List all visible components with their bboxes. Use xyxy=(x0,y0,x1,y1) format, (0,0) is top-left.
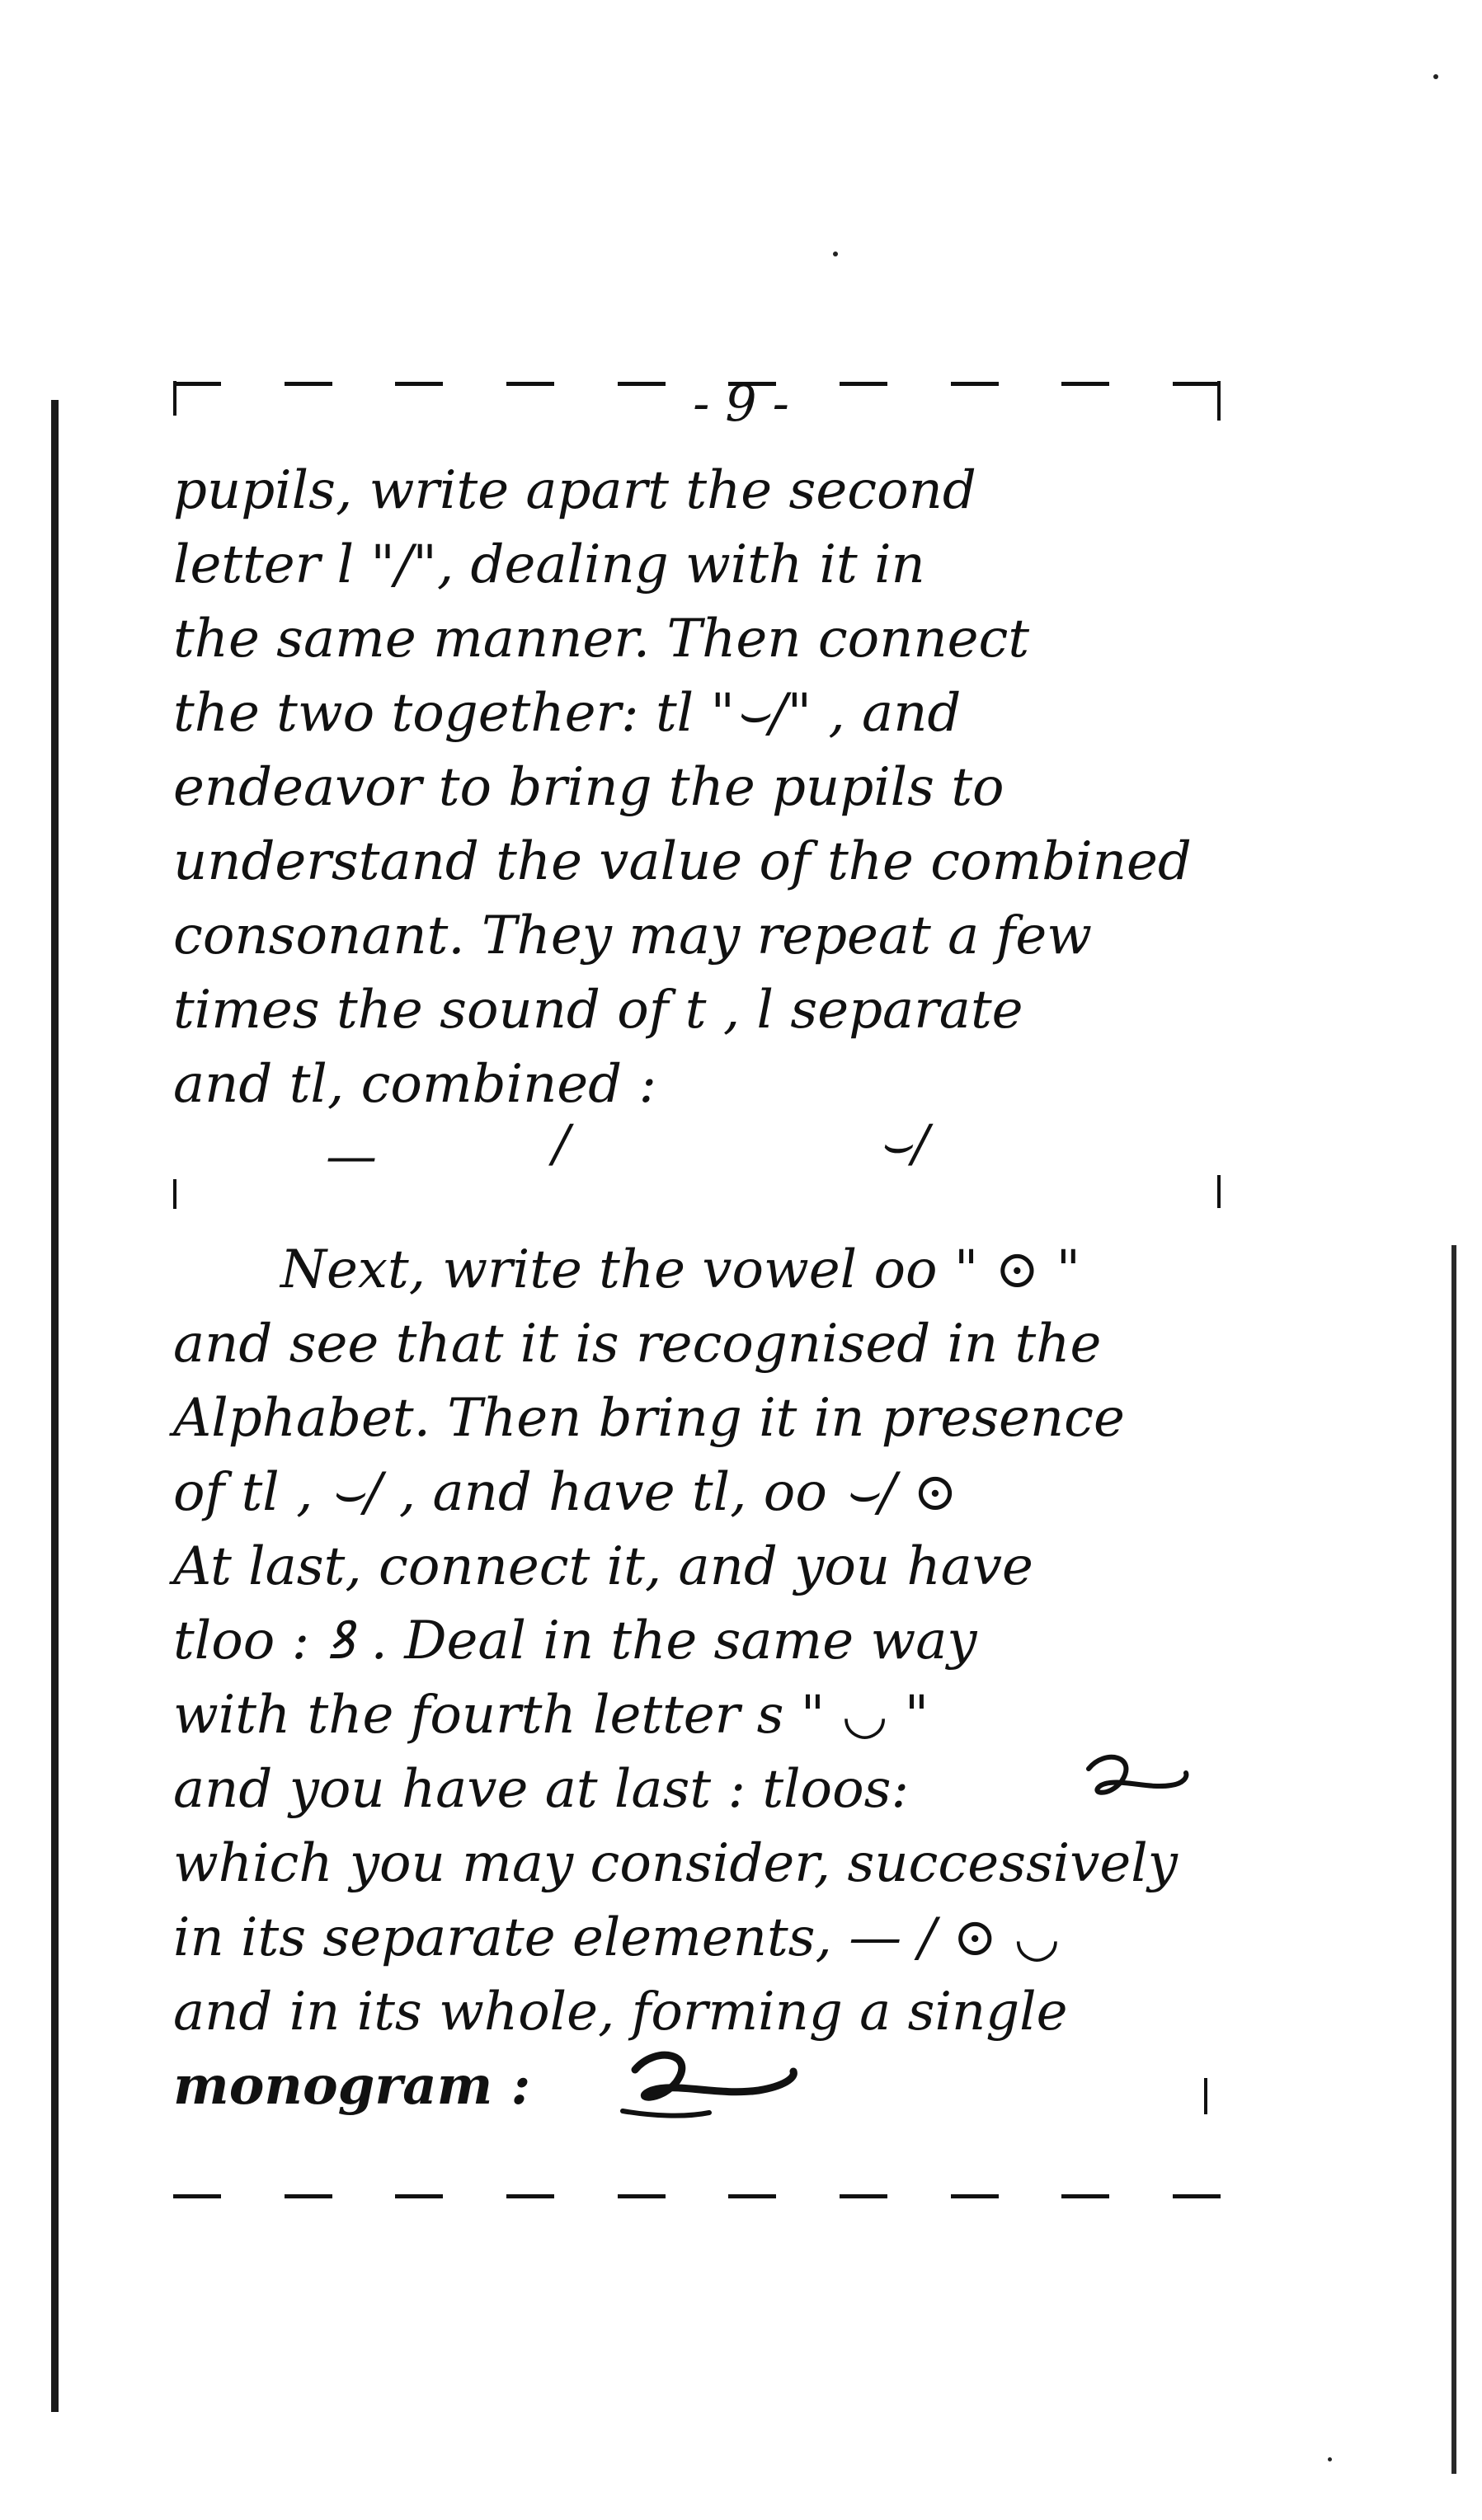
text-line: which you may consider, successively xyxy=(173,1833,1178,1894)
text-line: and in its whole, forming a single xyxy=(173,1982,1068,2043)
symbol-tl: ⌣/ xyxy=(878,1113,929,1173)
bottom-dashed-border xyxy=(173,2193,1221,2198)
text-line: with the fourth letter s " ◡ " xyxy=(173,1685,929,1746)
right-edge-mark xyxy=(1217,1175,1221,1208)
scan-speck xyxy=(833,252,838,256)
text-line: monogram : xyxy=(173,2055,531,2117)
text-line: understand the value of the combined xyxy=(173,831,1192,892)
text-line: and tl, combined : xyxy=(173,1054,657,1115)
tloos-monogram xyxy=(619,2045,825,2136)
text-line: of tl , ⌣/ , and have tl, oo ⌣/ ⊙ xyxy=(173,1462,957,1523)
text-line: the same manner. Then connect xyxy=(173,609,1030,670)
text-line: Next, write the vowel oo " ⊙ " xyxy=(280,1239,1081,1300)
left-edge-mark xyxy=(173,1179,176,1209)
text-line: the two together: tl "⌣/" , and xyxy=(173,683,962,744)
scan-speck xyxy=(1433,74,1438,79)
text-line: in its separate elements, — / ⊙ ◡ xyxy=(173,1907,1061,1968)
scan-edge-left xyxy=(51,400,59,2412)
right-edge-mark xyxy=(1204,2078,1207,2114)
text-line: times the sound of t , l separate xyxy=(173,980,1023,1041)
text-line: consonant. They may repeat a few xyxy=(173,905,1092,966)
text-line: At last, connect it, and you have xyxy=(173,1536,1033,1597)
symbol-t: — xyxy=(326,1126,377,1186)
text-line: and see that it is recognised in the xyxy=(173,1314,1102,1375)
text-line: letter l "/", dealing with it in xyxy=(173,534,925,595)
tloos-monogram-inline xyxy=(1072,1752,1196,1827)
symbol-l: / xyxy=(553,1113,570,1173)
scan-edge-right xyxy=(1451,1245,1456,2474)
text-line: pupils, write apart the second xyxy=(173,460,976,521)
scan-speck xyxy=(1328,2457,1332,2461)
text-line: tloo : ꝸ . Deal in the same way xyxy=(173,1610,977,1671)
text-line: endeavor to bring the pupils to xyxy=(173,757,1004,818)
page-number: - 9 - xyxy=(693,375,789,433)
text-line: and you have at last : tloos: xyxy=(173,1759,909,1820)
text-line: Alphabet. Then bring it in presence xyxy=(173,1388,1125,1449)
